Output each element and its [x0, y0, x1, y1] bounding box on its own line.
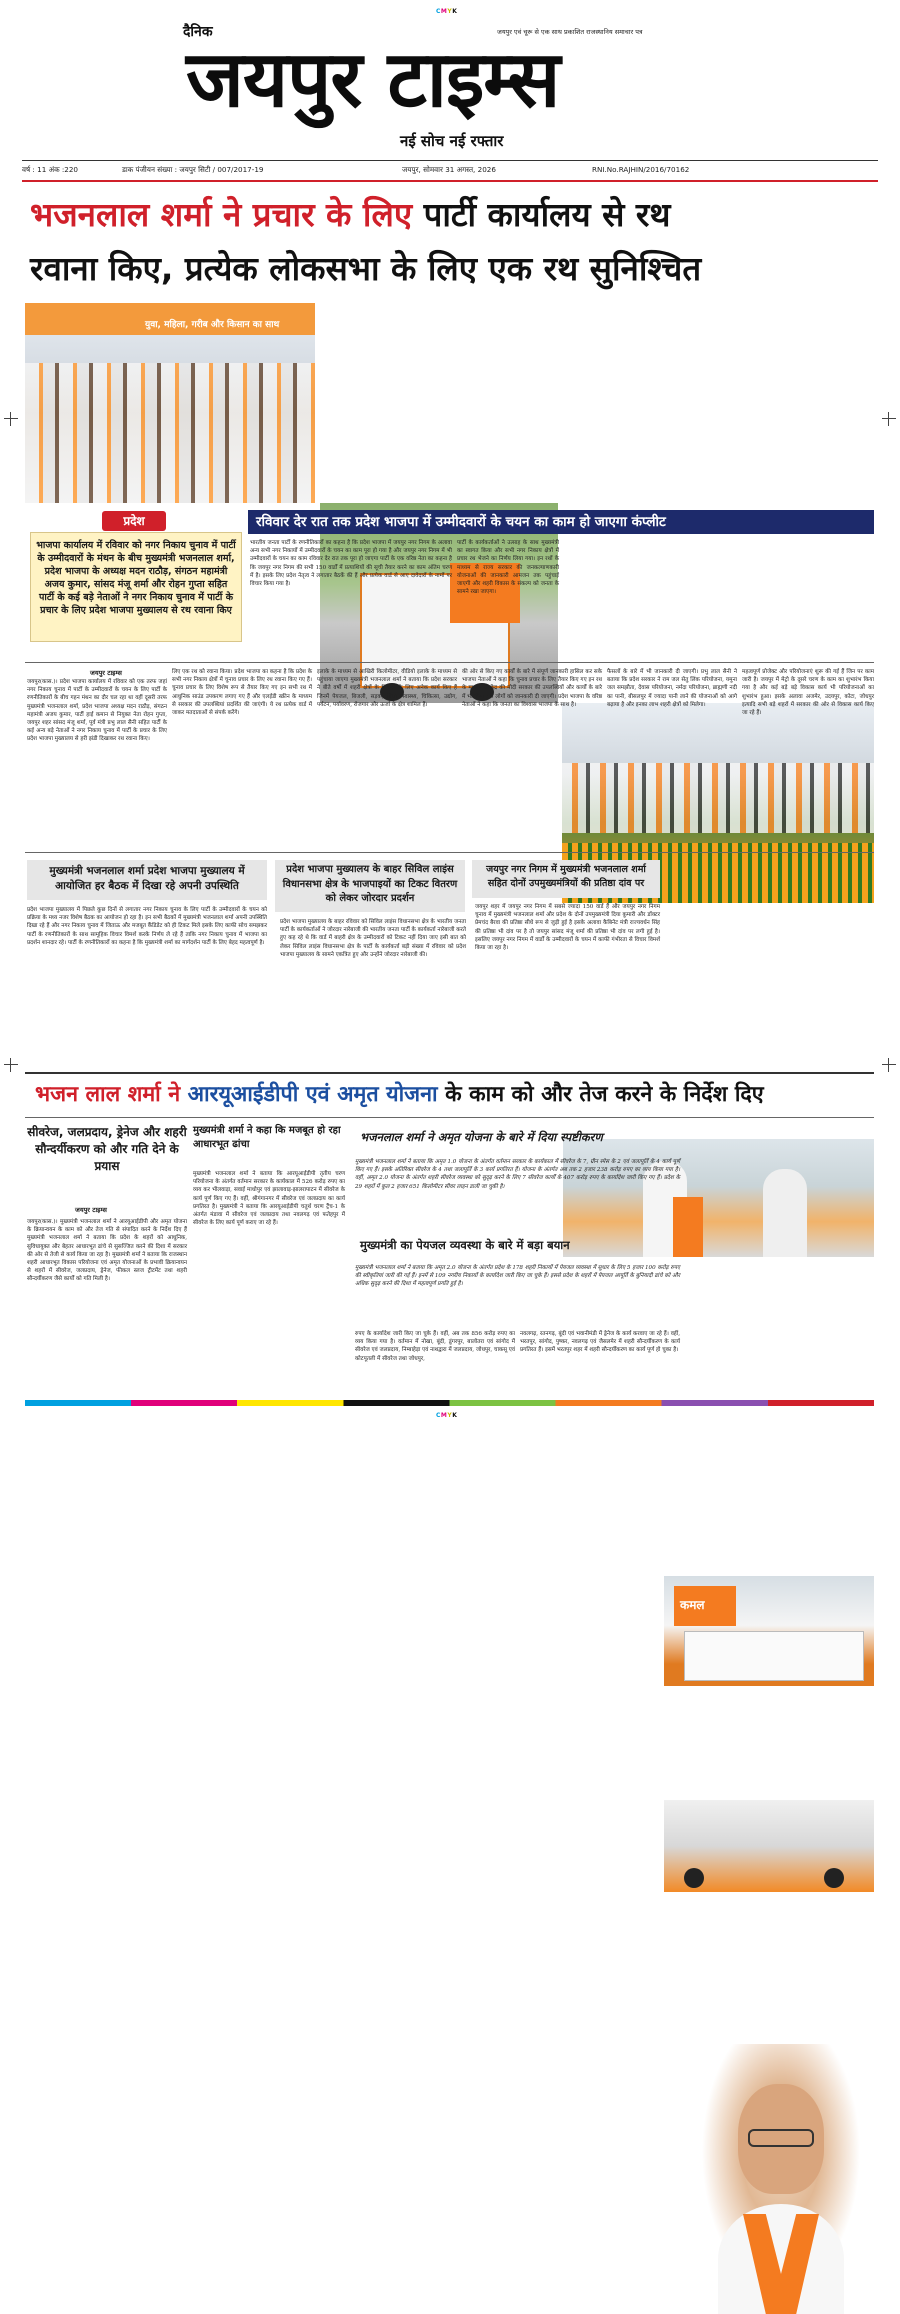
masthead-slogan: नई सोच नई रफ्तार	[400, 132, 504, 150]
divider	[25, 662, 874, 663]
article-column: लिए एक रथ को रवाना किया। प्रदेश भाजपा का कहना है कि प्रदेश के सभी नगर निकाय क्षेत्रों में चुनाव प्रचार के लिए रथ रवाना किए गए हैं। चुनाव प्रचार के लिए विशेष रूप से तैयार किए गए इन सभी रथ में आधुनिक साउंड उपकरण लगाए गए हैं और एलईडी स्क्रीन के माध्यम से सरकार की उपलब्धियां प्रदर्शित की जाएंगी। ये रथ प्रत्येक वार्ड में जाकर मतदाताओं से संपर्क करेंगे।	[172, 669, 312, 717]
highlight-box: भाजपा कार्यालय में रविवार को नगर निकाय चुनाव में पार्टी के उम्मीदवारों के मंथन के बीच मुख्यमंत्री भजनलाल शर्मा, प्रदेश भाजपा के अध्यक्ष मदन राठौड़, संगठन महामंत्री अजय कुमार, सांसद मंजू शर्मा और रोहन गुप्ता सहित पार्टी के कई बड़े नेताओं ने नगर निकाय चुनाव में पार्टी के प्रचार के लिए प्रदेश भाजपा मुख्यालय से रथ रवाना किए	[30, 532, 242, 642]
article-text: पार्टी के कार्यकर्ताओं ने उत्साह के साथ मुख्यमंत्री का स्वागत किया और सभी नगर निकाय क्षेत्रों में प्रचार रथ भेजने का निर्णय लिया गया। इन रथों के माध्यम से राज्य सरकार की जनकल्याणकारी योजनाओं की जानकारी आमजन तक पहुंचाई जाएगी और शहरी विकास के संकल्प को जनता के सामने रखा जाएगा।	[457, 540, 559, 596]
article-text: जयपुर शहर में जयपुर नगर निगम में सबसे ज्यादा 150 वार्ड हैं और जयपुर नगर निगम चुनाव में मुख्यमंत्री भजनलाल शर्मा और प्रदेश के दोनों उपमुख्यमंत्री दिया कुमारी और डॉक्टर प्रेमचंद बैरवा की प्रतिष्ठा सीधे रूप से जुड़ी हुई है इसके अलावा कैबिनेट मंत्री राज्यवर्धन सिंह की प्रतिष्ठा भी दांव पर है तो जयपुर सांसद मंजू शर्मा की प्रतिष्ठा भी दांव पर लगी हुई है। इसलिए जयपुर नगर निगम में वार्डों के उम्मीदवारों के चयन में काफी गंभीरता से विचार विमर्श किया जा रहा है।	[475, 904, 660, 952]
vehicle-body	[684, 1631, 864, 1681]
byline: जयपुर टाइम्स	[75, 1206, 107, 1214]
article-column: फैसलों के बारे में भी जानकारी दी जाएगी। प्रभु लाल सैनी ने बताया कि प्रदेश सरकार ने राम जल सेतु लिंक परियोजना, यमुना जल समझौता, देवास परियोजना, नर्मदा परियोजना, ब्राह्मणी नदी का पानी, बीसलपुर में ज्यादा पानी लाने की योजनाओं को आगे बढ़ाया है और इनका लाभ शहरी क्षेत्रों को मिलेगा।	[607, 669, 737, 708]
registration-mark	[4, 1058, 18, 1072]
cmyk-mark-bottom: CMYK	[436, 1412, 458, 1419]
article-text: मुख्यमंत्री भजनलाल शर्मा ने बताया कि अमृत 1.0 योजना के अंतर्गत वर्तमान सरकार के कार्यकाल में सीवरेज के 7, ग्रीन स्पेस के 2 एवं जलापूर्ति के 4 कार्य पूर्ण किए गए हैं। इसके अतिरिक्त सीवरेज के 4 तथा जलापूर्ति के 3 कार्य प्रगतिरत हैं। योजना के अंतर्गत अब तक 2 हजार 238 करोड़ रुपए का व्यय किया गया है। वहीं, अमृत 2.0 योजना के अंतर्गत शहरी सीवरेज व्यवस्था को सुदृढ़ करने के लिए 7 सीवरेज कार्यों के 407 करोड़ रुपए के कार्यादेश जारी किए गए हैं। प्रदेश के 29 शहरों में कुल 2 हजार 651 किलोमीटर सीवर लाइन डाली जा चुकी है।	[355, 1159, 680, 1190]
bottom-headline-black: के काम को और तेज करने के निर्देश दिए	[445, 1082, 764, 1107]
headline-red: भजनलाल शर्मा ने प्रचार के लिए	[30, 195, 413, 234]
cmyk-mark-top: CMYK	[436, 8, 458, 15]
article-text: भारतीय जनता पार्टी के रणनीतिकारों का कहना है कि प्रदेश भाजपा में जयपुर नगर निगम के अलावा अन्य सभी नगर निकायों में उम्मीदवारों के चयन का काम पूरा हो गया है और जयपुर नगर निगम में भी उम्मीदवारों के चयन का काम रविवार देर रात तक पूरा हो जाएगा पार्टी के एक वरिष्ठ नेता का कहना है कि जयपुर नगर निगम की सभी 150 वार्डों में प्रत्याशियों की सूची तैयार करने का काम अंतिम चरण में है। इसके लिए प्रदेश नेतृत्व ने लगातार बैठकें की हैं और प्रत्येक वार्ड से आए दावेदारों के नामों पर विचार किया गया है।	[250, 540, 452, 588]
article-column: जयपुर(कास.)। मुख्यमंत्री भजनलाल शर्मा ने आरयूआईडीपी और अमृत योजना के क्रियान्वयन के काम को और तेज गति से संपादित करने के निर्देश दिए हैं मुख्यमंत्री भजनलाल शर्मा ने बताया कि प्रदेश के शहरों को आधुनिक, सुविधायुक्त और बेहतर आधारभूत ढांचे से सुसज्जित करने की दिशा में सरकार की ओर से तेजी से कार्य किया जा रहा है। मुख्यमंत्री शर्मा ने बताया कि राजस्थान शहरी आधारभूत विकास परियोजना एवं अमृत योजनाओं के प्रभावी क्रियान्वयन से शहरों में सीवरेज, जलप्रदाय, ड्रेनेज, फीकल स्लज ट्रीटमेंट तथा शहरी सौन्दर्यीकरण जैसे कार्यों को गति मिली है।	[27, 1219, 187, 1283]
article-title: मुख्यमंत्री भजनलाल शर्मा प्रदेश भाजपा मुख्यालय में आयोजित हर बैठक में दिखा रहे अपनी उपस्थिति	[27, 860, 267, 900]
vehicle-wheel	[684, 1868, 704, 1888]
divider	[25, 1117, 874, 1118]
article-column: की ओर से किए गए कार्यों के बारे में संपूर्ण जानकारी हासिल कर सके भाजपा नेताओं ने कहा कि चुनाव प्रचार के लिए तैयार किए गए इन रथ के माध्यम से केंद्र की मोदी सरकार की उपलब्धियों और कार्यों के बारे में भी विस्तार से लोगों को जानकारी दी जाएगी। प्रदेश भाजपा के वरिष्ठ नेताओं ने कहा कि जनता का विश्वास भाजपा के साथ है।	[462, 669, 602, 708]
crowd	[25, 363, 315, 503]
bottom-headline-red: भजन लाल शर्मा ने	[35, 1082, 181, 1107]
spectacles	[748, 2129, 814, 2147]
photo-vehicle-side	[664, 1800, 874, 1892]
main-headline	[30, 192, 875, 238]
banner-text: युवा, महिला, गरीब और किसान का साथ	[145, 320, 280, 330]
rni-number: RNI.No.RAJHIN/2016/70162	[592, 165, 690, 174]
article-subtitle: मुख्यमंत्री का पेयजल व्यवस्था के बारे में बड़ा बयान	[360, 1238, 570, 1252]
photo-chief-minister	[688, 2044, 874, 2314]
article-column: रुपए के कार्यादेश जारी किए जा चुके हैं। वहीं, अब तक 856 करोड़ रुपए का व्यय किया गया है। वर्तमान में नोखा, बूंदी, डूंगरपुर, बालोतरा एवं सांगोद में सीवरेज एवं जलप्रदाय, निम्बाहेड़ा एवं नाथद्वारा में जलप्रदाय, जोधपुर, चाकसू एवं कोटपूतली में सीवरेज तथा जोधपुर,	[355, 1331, 515, 1362]
divider	[25, 1072, 874, 1074]
divider	[22, 180, 878, 182]
article-text: मुख्यमंत्री भजनलाल शर्मा ने बताया कि अमृत 2.0 योजना के अंतर्गत प्रदेश के 178 शहरी निकायों में पेयजल व्यवस्था में सुधार के लिए 5 हजार 100 करोड़ रुपए की स्वीकृतियां जारी की गई हैं। इनमें से 109 नगरीय निकायों के कार्यादेश जारी किए जा चुके हैं। इससे प्रदेश के शहरों में पेयजल आपूर्ति के बुनियादी ढांचे को और अधिक सुदृढ़ करने की दिशा में महत्वपूर्ण प्रगति हुई है।	[355, 1265, 680, 1288]
byline: जयपुर टाइम्स	[90, 669, 122, 677]
article-column: नवलगढ़, रतनगढ़, बूंदी एवं भवानीमंडी में ड्रेनेज के कार्य करवाए जा रहे हैं। वहीं, भरतपुर, सांगोद, पुष्कर, नवलगढ़ एवं जैसलमेर में शहरी सौन्दर्यीकरण के कार्य प्रगतिरत हैं। इसमें भरतपुर शहर में शहरी सौन्दर्यीकरण का कार्य पूर्ण हो चुका है।	[520, 1331, 680, 1354]
postal-info: डाक पंजीयन संख्या : जयपुर सिटी / 007/2017-19	[122, 165, 264, 174]
registration-mark	[882, 412, 896, 426]
volume-info: वर्ष : 11 अंक :220	[22, 165, 79, 174]
article-column: महत्वपूर्ण प्रोजेक्ट और परियोजनाएं शुरू की गई हैं जिन पर काम जारी है। जयपुर में मेट्रो के दूसरे चरण के काम का शुभारंभ किया गया है और कई बड़े बड़े विकास कार्य भी परियोजनाओं का शुभारंभ हुआ। इसके अलावा अजमेर, उदयपुर, कोटा, जोधपुर इत्यादि सभी बड़े शहरों में सरकार की ओर से विकास कार्य किए जा रहे हैं।	[742, 669, 874, 717]
article-column: इलाके के माध्यम से आखिरी किलोमीटर, वीडियो इलाके के माध्यम से पहुंचाया जाएगा मुख्यमंत्री भजनलाल शर्मा ने बताया कि प्रदेश सरकार ने बीते वर्षों में शहरी क्षेत्रों के विकास के लिए अनेक कार्य किए हैं जिनमें पेयजल, बिजली, सड़क, शिक्षा, स्वास्थ्य, चिकित्सा, उद्योग, पर्यटन, पर्यावरण, रोजगार और ऊर्जा के क्षेत्र शामिल हैं।	[317, 669, 457, 708]
masthead-tagline: जयपुर एवं चूरू से एक साथ प्रकाशित राजस्थानिय समाचार पत्र	[497, 28, 643, 36]
bottom-headline	[35, 1080, 875, 1110]
section-tag: प्रदेश	[102, 511, 166, 531]
headline-black: पार्टी कार्यालय से रथ	[423, 195, 671, 234]
registration-mark	[4, 412, 18, 426]
article-title: जयपुर नगर निगम में मुख्यमंत्री भजनलाल शर्मा सहित दोनों उपमुख्यमंत्रियों की प्रतिष्ठा दांव पर	[472, 860, 660, 898]
article-text: प्रदेश भाजपा मुख्यालय में पिछले कुछ दिनों से लगातार नगर निकाय चुनाव के लिए पार्टी के उम्मीदवारों के चयन को प्रक्रिया के मध्य नजर विशेष बैठक का आयोजन हो रहा है। इन सभी बैठकों में मुख्यमंत्री भजनलाल शर्मा अपनी उपस्थिति दिखा रहे हैं और नगर निकाय चुनाव में जिताऊ और मजबूत कैंडिडेट को ही टिकट मिले इसके लिए काफी सोच समझकर पार्टी के रणनीतिकारों के साथ सामूहिक विचार विमर्श करके निर्णय ले रहे हैं ताकि नगर निकाय चुनाव में भाजपा का प्रदर्शन शानदार रहे। पार्टी के रणनीतिकारों का कहना है कि मुख्यमंत्री शर्मा का मार्गदर्शन पार्टी के लिए बेहद महत्वपूर्ण है।	[27, 907, 267, 946]
main-headline-line2: रवाना किए, प्रत्येक लोकसभा के लिए एक रथ सुनिश्चित	[30, 249, 702, 288]
article-column: मुख्यमंत्री भजनलाल शर्मा ने बताया कि आरयूआईडीपी तृतीय चरण परियोजना के अंतर्गत वर्तमान सरकार के कार्यकाल में 526 करोड़ रुपए का व्यय कर भीलवाड़ा, सवाई माधोपुर एवं झालावाड़-झालरापाटन में सीवरेज के कार्य पूर्ण किए गए हैं। वहीं, श्रीगंगानगर में सीवरेज एवं जलप्रदाय का कार्य प्रगतिरत है। मुख्यमंत्री ने बताया कि आरयूआईडीपी चतुर्थ चरण ट्रैंच-1 के अंतर्गत मंडावा में सीवरेज एवं जलप्रदाय तथा नवलगढ़ एवं फतेहपुर में सीवरेज के लिए कार्य पूर्ण कराए जा रहे हैं।	[193, 1171, 345, 1227]
masthead-daily-label: दैनिक	[183, 24, 213, 40]
sub-headline: रविवार देर रात तक प्रदेश भाजपा में उम्मीदवारों के चयन का काम हो जाएगा कंप्लीट	[248, 510, 874, 534]
color-strip	[25, 1400, 874, 1406]
vehicle-wheel	[824, 1868, 844, 1888]
info-bar	[22, 165, 878, 178]
photo-campaign-vehicle	[664, 1576, 874, 1686]
bottom-headline-blue: आरयूआईडीपी एवं अमृत योजना	[187, 1082, 438, 1107]
banner-text: कमल	[680, 1598, 705, 1612]
article-title: प्रदेश भाजपा मुख्यालय के बाहर सिविल लाइंस विधानसभा क्षेत्र के भाजपाइयों का टिकट वितरण को लेकर जोरदार प्रदर्शन	[275, 860, 465, 912]
person	[763, 1169, 807, 1257]
divider	[22, 160, 878, 161]
registration-mark	[882, 1058, 896, 1072]
article-subtitle: मुख्यमंत्री शर्मा ने कहा कि मजबूत हो रहा आधारभूत ढांचा	[193, 1125, 341, 1150]
divider	[25, 852, 874, 853]
masthead-title: जयपुर टाइम्स	[186, 35, 560, 125]
box-title: सीवरेज, जलप्रदाय, ड्रेनेज और शहरी सौन्दर्यीकरण को और गति देने के प्रयास	[27, 1125, 187, 1173]
dateline: जयपुर, सोमवार 31 अगस्त, 2026	[402, 165, 496, 174]
article-text: प्रदेश भाजपा मुख्यालय के बाहर रविवार को सिविल लाइंस विधानसभा क्षेत्र के भारतीय जनता पार्टी के कार्यकर्ताओं ने जोरदार नारेबाजी की भारतीय जनता पार्टी के कार्यकर्ता नारेबाजी करते हुए कह रहे थे कि वार्ड में बाहरी क्षेत्र के उम्मीदवारों को टिकट नहीं दिया जाए इसी बात को लेकर सिविल लाइंस विधानसभा क्षेत्र के पार्टी के कार्यकर्ता बड़ी संख्या में रविवार को प्रदेश भाजपा मुख्यालय के सामने एकत्रित हुए और उन्होंने जोरदार नारेबाजी की।	[280, 919, 466, 958]
photo-leaders-rally	[25, 303, 315, 503]
article-subtitle: भजनलाल शर्मा ने अमृत योजना के बारे में दिया स्पष्टीकरण	[360, 1130, 603, 1144]
article-column: जयपुर(कास.)। प्रदेश भाजपा कार्यालय में रविवार को एक तरफ जहां नगर निकाय चुनाव में पार्टी के उम्मीदवारों के चयन के लिए पार्टी के रणनीतिकारों के बीच गहन मंथन का दौर चल रहा था वहीं दूसरी तरफ मुख्यमंत्री भजनलाल शर्मा, प्रदेश भाजपा अध्यक्ष मदन राठौड़, संगठन महामंत्री अजय कुमार, पार्टी हाई कमान से नियुक्त नेता रोहन गुप्ता, जयपुर शहर सांसद मंजू शर्मा, पूर्व मंत्री प्रभु लाल सैनी सहित पार्टी के कई अन्य बड़े नेताओं ने नगर निकाय चुनाव में पार्टी के प्रचार के लिए प्रदेश भाजपा मुख्यालय से हरी झंडी दिखाकर रथ रवाना किए।	[27, 679, 167, 743]
